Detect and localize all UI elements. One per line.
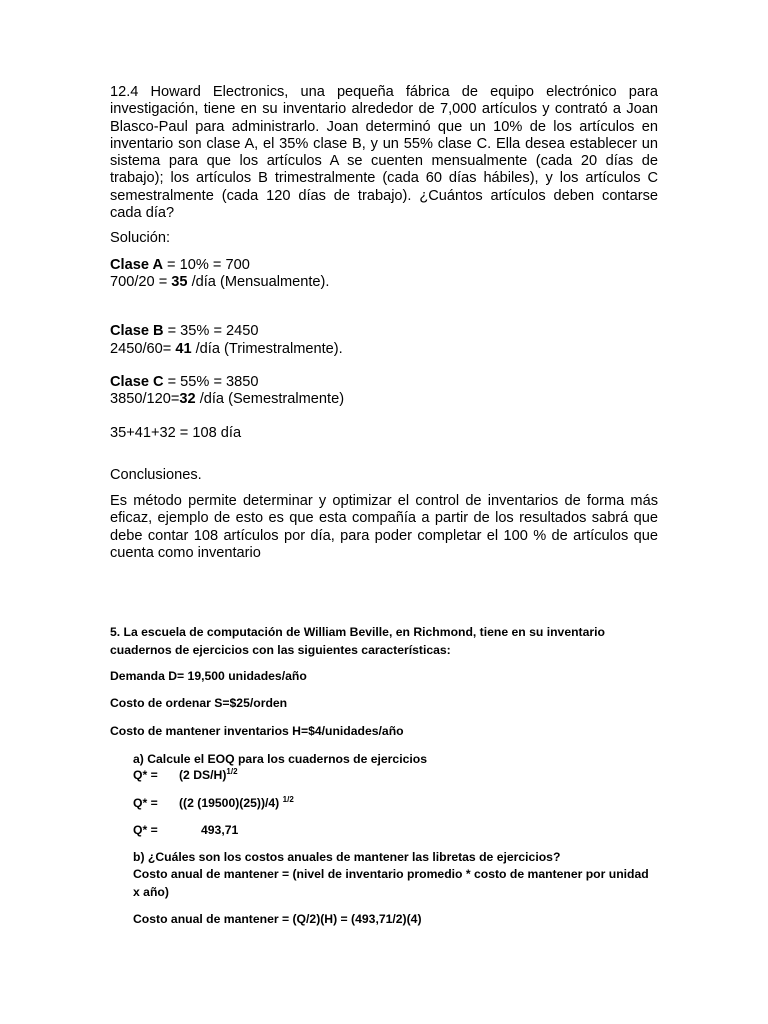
- part-a-title: a) Calcule el EOQ para los cuadernos de ejercicios: [133, 752, 427, 766]
- conclusions-label: Conclusiones.: [110, 467, 202, 483]
- eoq-result: 493,71: [201, 823, 239, 837]
- class-c-result: 32: [179, 391, 196, 407]
- class-c-calc-post: /día (Semestralmente): [195, 391, 345, 407]
- solution-label: Solución:: [110, 230, 171, 246]
- problem-5-line1: 5. La escuela de computación de William Beville, en Richmond, tiene en su inventario: [110, 625, 605, 639]
- class-a-calc-pre: 700/20 =: [110, 274, 172, 290]
- part-b-definition-line1: Costo anual de mantener = (nivel de inventario promedio * costo de mantener por unidad: [133, 867, 649, 881]
- class-a-calc: [110, 274, 329, 291]
- part-b-title: b) ¿Cuáles son los costos anuales de mantener las libretas de ejercicios?: [133, 850, 561, 864]
- q-label-1: Q* =: [133, 768, 158, 782]
- class-a-calc-post: /día (Mensualmente).: [187, 274, 330, 290]
- total-line: 35+41+32 = 108 día: [110, 425, 242, 441]
- class-b-calc-pre: 2450/60=: [110, 341, 176, 357]
- q-label-2: Q* =: [133, 796, 158, 810]
- class-c-calc-pre: 3850/120=: [110, 391, 180, 407]
- class-a-eq: = 10% = 700: [163, 257, 250, 273]
- class-b-calc: [110, 341, 343, 358]
- eoq-substitution-exponent: 1/2: [282, 794, 294, 804]
- part-b-definition-line2: x año): [133, 885, 169, 899]
- eoq-substitution: [179, 794, 294, 812]
- class-b-calc-post: /día (Trimestralmente).: [191, 341, 343, 357]
- eoq-substitution-text: ((2 (19500)(25))/4): [179, 796, 280, 810]
- conclusions-text: Es método permite determinar y optimizar el control de inventarios de forma más eficaz, ejemplo de esto es que esta compañía a partir de los resultados sabrá que debe contar 108 artículos por día, para poder completar el 100 % de artículos que cuenta como inventario: [110, 493, 658, 561]
- problem-5-line2: cuadernos de ejercicios con las siguientes características:: [110, 643, 451, 657]
- demand-line: Demanda D= 19,500 unidades/año: [110, 669, 307, 683]
- class-b-line: [110, 323, 259, 340]
- class-b-label: Clase B: [110, 323, 164, 339]
- part-b-calculation: Costo anual de mantener = (Q/2)(H) = (493,71/2)(4): [133, 912, 422, 926]
- eoq-formula-text: (2 DS/H): [179, 768, 227, 782]
- eoq-formula: [179, 766, 238, 784]
- order-cost-line: Costo de ordenar S=$25/orden: [110, 696, 288, 710]
- problem-12-4-statement: 12.4 Howard Electronics, una pequeña fábrica de equipo electrónico para investigación, tiene en su inventario alrededor de 7,000 artículos y contrató a Joan Blasco-Paul para administrarlo. Joan determinó que un 10% de los artículos en inventario son clase A, el 35% clase B, y un 55% clase C. Ella desea establecer un sistema para que los artículos A se cuenten mensualmente (cada 20 días de trabajo); los artículos B trimestralmente (cada 60 días hábiles), y los artículos C semestralmente (cada 120 días de trabajo). ¿Cuántos artículos deben contarse cada día?: [110, 84, 658, 222]
- class-c-label: Clase C: [110, 374, 164, 390]
- class-a-label: Clase A: [110, 257, 163, 273]
- class-b-result: 41: [175, 341, 192, 357]
- class-c-calc: [110, 391, 344, 408]
- q-label-3: Q* =: [133, 823, 158, 837]
- class-c-line: [110, 374, 259, 391]
- class-a-line: [110, 257, 250, 274]
- eoq-formula-exponent: 1/2: [226, 766, 238, 776]
- class-b-eq: = 35% = 2450: [163, 323, 259, 339]
- class-c-eq: = 55% = 3850: [163, 374, 259, 390]
- holding-cost-line: Costo de mantener inventarios H=$4/unidades/año: [110, 724, 404, 738]
- class-a-result: 35: [171, 274, 188, 290]
